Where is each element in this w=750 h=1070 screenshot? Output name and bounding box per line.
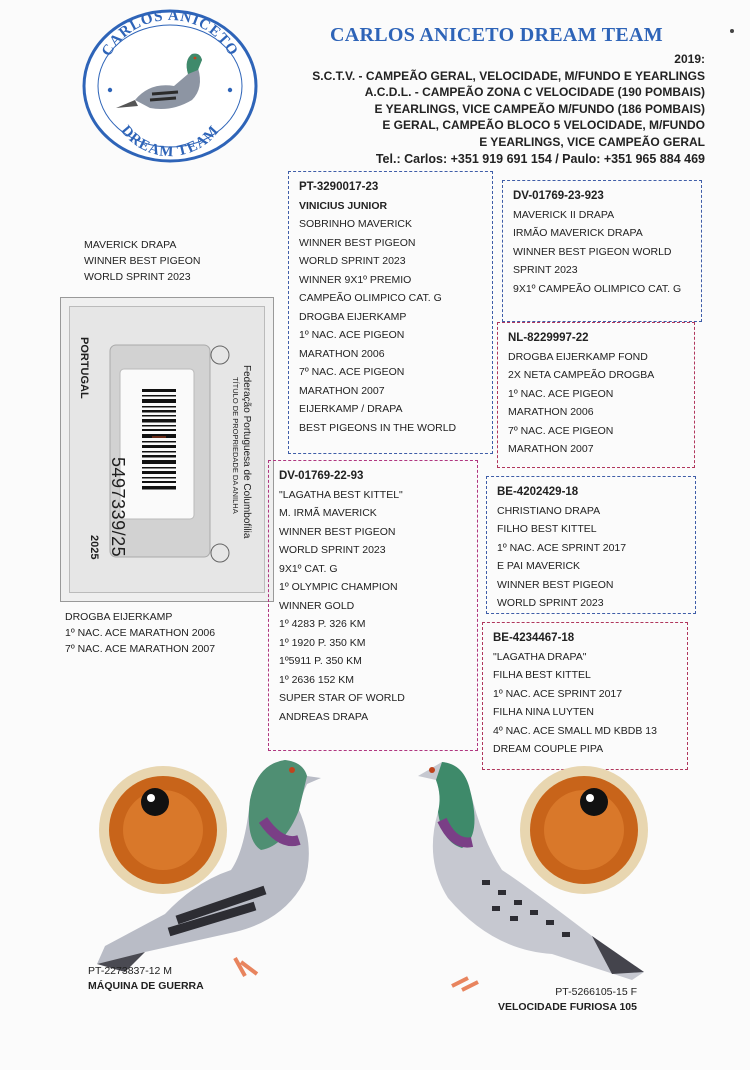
ring-number: DV-01769-22-93 [279, 470, 364, 482]
ring-country: PORTUGAL [78, 337, 90, 399]
honours-line: E YEARLINGS, VICE CAMPEÃO GERAL [479, 134, 705, 149]
ring-number: PT-3290017-23 [299, 181, 379, 193]
bird-name: MÁQUINA DE GUERRA [88, 980, 204, 992]
dam-note: DROGBA EIJERKAMP 1º NAC. ACE MARATHON 2006 7º NAC. ACE MARATHON 2007 [65, 611, 216, 655]
ring-year: 2025 [88, 535, 100, 560]
pedigree-sire-dam: NL-8229997-22 DROGBA EIJERKAMP FOND 2X NETA CAMPEÃO DROGBA 1º NAC. ACE PIGEON MARATHON 2006 7º NAC. ACE PIGEON MARATHON 2007 [497, 322, 695, 468]
left-bird-caption [88, 964, 204, 994]
bird-name: VELOCIDADE FURIOSA 105 [497, 1001, 637, 1013]
contact-phones: Tel.: Carlos: +351 919 691 154 / Paulo: +351 965 884 469 [375, 152, 705, 166]
team-title: CARLOS ANICETO DREAM TEAM [330, 24, 730, 47]
honours-line: 2019: [674, 52, 705, 66]
bird-ring: PT-5266105-15 F [555, 986, 637, 998]
pedigree-sire: PT-3290017-23 VINICIUS JUNIOR SOBRINHO MAVERICK WINNER BEST PIGEON WORLD SPRINT 2023 WINNER 9X1º PREMIO CAMPEÃO OLIMPICO CAT. G DROGBA EIJERKAMP 1º NAC. ACE PIGEON MARATHON 2006 7º NAC. ACE PIGEON MARATHON 2007 EIJERKAMP / DRAPA BEST PIGEONS IN THE WORLD [288, 171, 493, 454]
left-bird-image [85, 750, 340, 990]
logo-bottom-text: DREAM TEAM [117, 122, 223, 161]
honours-line: E GERAL, CAMPEÃO BLOCO 5 VELOCIDADE, M/FUNDO [382, 118, 705, 132]
bird-ring: PT-2273837-12 M [88, 965, 173, 977]
right-eye-icon [520, 766, 648, 894]
pedigree-dam-sire: BE-4202429-18 CHRISTIANO DRAPA FILHO BEST KITTEL 1º NAC. ACE SPRINT 2017 E PAI MAVERICK WINNER BEST PIGEON WORLD SPRINT 2023 [486, 476, 696, 614]
logo-top-text: CARLOS ANICETO [99, 8, 241, 60]
ring-number: DV-01769-23-923 [513, 190, 604, 202]
honours-line: A.C.D.L. - CAMPEÃO ZONA C VELOCIDADE (190 POMBAIS) [364, 85, 705, 99]
ring-subtitle: TÍTULO DE PROPRIEDADE DA ANILHA [231, 377, 240, 514]
left-eye-icon [99, 766, 227, 894]
ring-number: BE-4202429-18 [497, 486, 579, 498]
team-logo [80, 8, 260, 163]
sire-note: MAVERICK DRAPA WINNER BEST PIGEON WORLD SPRINT 2023 [84, 239, 201, 283]
honours-line: E YEARLINGS, VICE CAMPEÃO M/FUNDO (186 POMBAIS) [374, 101, 705, 116]
ring-ownership-card [60, 297, 274, 602]
pedigree-dam-dam: BE-4234467-18 "LAGATHA DRAPA" FILHA BEST KITTEL 1º NAC. ACE SPRINT 2017 FILHA NINA LUYTEN 4º NAC. ACE SMALL MD KBDB 13 DREAM COUPLE PIPA [482, 622, 688, 770]
right-bird-image [412, 750, 657, 1000]
pedigree-sire-sire: DV-01769-23-923 MAVERICK II DRAPA IRMÃO MAVERICK DRAPA WINNER BEST PIGEON WORLD SPRINT 2023 9X1º CAMPEÃO OLIMPICO CAT. G [502, 180, 702, 322]
ring-federation: Federação Portuguesa de Columbofilia [241, 365, 252, 539]
ring-number: NL-8229997-22 [508, 332, 589, 344]
pedigree-dam: DV-01769-22-93 "LAGATHA BEST KITTEL" M. IRMÃ MAVERICK WINNER BEST PIGEON WORLD SPRINT 2023 9X1º CAT. G 1º OLYMPIC CHAMPION WINNER GOLD 1º 4283 P. 326 KM 1º 1920 P. 350 KM 1º5911 P. 350 KM 1º 2636 152 KM SUPER STAR OF WORLD ANDREAS DRAPA [268, 460, 478, 751]
ring-number: 5497339/25 [108, 457, 128, 558]
right-bird-caption [497, 985, 637, 1015]
honours-list [290, 51, 705, 150]
ring-number: BE-4234467-18 [493, 632, 575, 644]
honours-line: S.C.T.V. - CAMPEÃO GERAL, VELOCIDADE, M/FUNDO E YEARLINGS [312, 68, 705, 83]
